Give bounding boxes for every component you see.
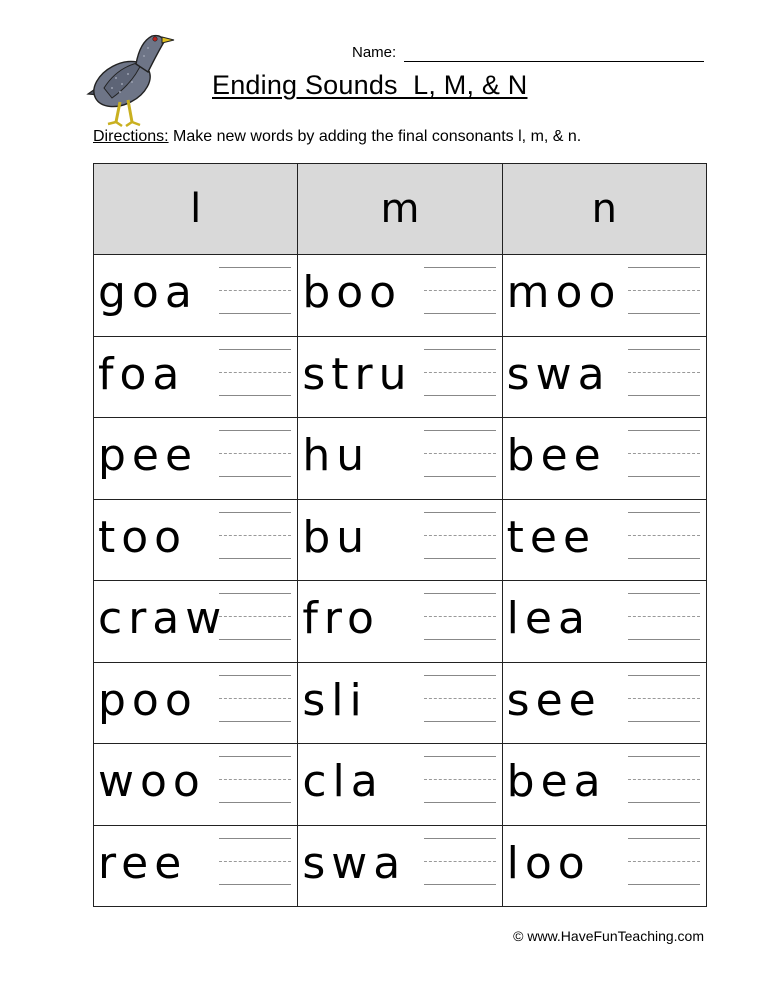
header-row (94, 164, 707, 255)
writing-guide-line (219, 721, 291, 722)
writing-guide-line (219, 290, 291, 291)
page-title: Ending Sounds L, M, & N (212, 70, 528, 100)
writing-guide-line (628, 349, 700, 350)
word-stem: foa (98, 348, 186, 400)
word-stem: sli (302, 674, 368, 726)
word-stem: see (506, 674, 602, 726)
writing-guide-line (424, 802, 496, 803)
writing-guide-line (424, 430, 496, 431)
worksheet-table (93, 163, 707, 907)
writing-guide-line (219, 313, 291, 314)
writing-guide-line (628, 616, 700, 617)
writing-guide-line (219, 430, 291, 431)
writing-guide-line (219, 884, 291, 885)
directions (93, 128, 581, 146)
writing-guide-line (219, 838, 291, 839)
writing-guide-line (424, 639, 496, 640)
writing-guide-line (424, 721, 496, 722)
answer-writing-lines[interactable] (628, 675, 700, 723)
writing-guide-line (219, 453, 291, 454)
writing-guide-line (628, 779, 700, 780)
table-row (94, 336, 707, 418)
word-stem: hu (302, 430, 371, 482)
writing-guide-line (424, 861, 496, 862)
writing-guide-line (628, 639, 700, 640)
table-row (94, 499, 707, 581)
word-cell (502, 418, 706, 500)
writing-guide-line (628, 453, 700, 454)
word-stem: too (98, 511, 188, 563)
copyright-footer: © www.HaveFunTeaching.com (513, 928, 704, 944)
writing-guide-line (219, 698, 291, 699)
writing-guide-line (219, 558, 291, 559)
word-cell (94, 662, 298, 744)
writing-guide-line (424, 535, 496, 536)
writing-guide-line (628, 290, 700, 291)
writing-guide-line (219, 476, 291, 477)
writing-guide-line (424, 675, 496, 676)
answer-writing-lines[interactable] (628, 267, 700, 315)
writing-guide-line (628, 558, 700, 559)
table-row (94, 255, 707, 337)
word-stem: moo (506, 267, 622, 319)
word-cell (94, 336, 298, 418)
answer-writing-lines[interactable] (424, 593, 496, 641)
word-cell (502, 825, 706, 907)
answer-writing-lines[interactable] (628, 512, 700, 560)
writing-guide-line (219, 535, 291, 536)
bird-illustration (82, 22, 178, 132)
answer-writing-lines[interactable] (219, 430, 291, 478)
writing-guide-line (219, 675, 291, 676)
word-cell (94, 499, 298, 581)
writing-guide-line (424, 698, 496, 699)
word-stem: bea (506, 756, 607, 808)
answer-writing-lines[interactable] (219, 512, 291, 560)
word-stem: boo (302, 267, 403, 319)
writing-guide-line (219, 512, 291, 513)
word-stem: lea (506, 593, 591, 645)
writing-guide-line (424, 476, 496, 477)
writing-guide-line (424, 593, 496, 594)
writing-guide-line (628, 430, 700, 431)
table-row (94, 825, 707, 907)
answer-writing-lines[interactable] (219, 267, 291, 315)
writing-guide-line (424, 313, 496, 314)
answer-writing-lines[interactable] (628, 430, 700, 478)
writing-guide-line (628, 884, 700, 885)
writing-guide-line (628, 802, 700, 803)
word-cell (298, 581, 502, 663)
word-cell (502, 581, 706, 663)
writing-guide-line (628, 267, 700, 268)
table-row (94, 418, 707, 500)
writing-guide-line (424, 838, 496, 839)
writing-guide-line (424, 512, 496, 513)
writing-guide-line (424, 756, 496, 757)
answer-writing-lines[interactable] (628, 349, 700, 397)
answer-writing-lines[interactable] (219, 838, 291, 886)
word-cell (502, 336, 706, 418)
answer-writing-lines[interactable] (628, 838, 700, 886)
writing-guide-line (628, 721, 700, 722)
directions-label: Directions: (93, 128, 169, 145)
answer-writing-lines[interactable] (424, 430, 496, 478)
word-cell (94, 581, 298, 663)
word-stem: bee (506, 430, 607, 482)
answer-writing-lines[interactable] (628, 756, 700, 804)
word-cell (502, 255, 706, 337)
word-stem: pee (98, 430, 199, 482)
word-cell (94, 825, 298, 907)
writing-guide-line (219, 616, 291, 617)
answer-writing-lines[interactable] (219, 675, 291, 723)
writing-guide-line (628, 698, 700, 699)
word-cell (298, 418, 502, 500)
name-field[interactable] (352, 44, 396, 61)
writing-guide-line (424, 395, 496, 396)
word-stem: swa (506, 348, 611, 400)
word-stem: loo (506, 837, 591, 889)
word-stem: fro (302, 593, 380, 645)
word-cell (94, 744, 298, 826)
writing-guide-line (628, 861, 700, 862)
word-cell (502, 662, 706, 744)
name-underline (404, 61, 704, 62)
writing-guide-line (628, 838, 700, 839)
answer-writing-lines[interactable] (424, 838, 496, 886)
table-row (94, 662, 707, 744)
writing-guide-line (628, 593, 700, 594)
writing-guide-line (219, 593, 291, 594)
word-cell (502, 499, 706, 581)
word-stem: goa (98, 267, 198, 319)
column-header-m: m (298, 164, 502, 255)
answer-writing-lines[interactable] (219, 349, 291, 397)
word-cell (298, 255, 502, 337)
writing-guide-line (219, 372, 291, 373)
writing-guide-line (219, 802, 291, 803)
word-stem: ree (98, 837, 188, 889)
word-cell (298, 744, 502, 826)
writing-guide-line (424, 558, 496, 559)
writing-guide-line (424, 267, 496, 268)
word-cell (298, 336, 502, 418)
answer-writing-lines[interactable] (628, 593, 700, 641)
writing-guide-line (628, 313, 700, 314)
writing-guide-line (219, 861, 291, 862)
writing-guide-line (219, 756, 291, 757)
writing-guide-line (628, 512, 700, 513)
word-cell (94, 255, 298, 337)
answer-writing-lines[interactable] (424, 675, 496, 723)
writing-guide-line (628, 476, 700, 477)
column-header-l: l (94, 164, 298, 255)
column-header-n: n (502, 164, 706, 255)
writing-guide-line (628, 756, 700, 757)
writing-guide-line (424, 884, 496, 885)
word-cell (298, 825, 502, 907)
table-row (94, 581, 707, 663)
answer-writing-lines[interactable] (424, 267, 496, 315)
writing-guide-line (424, 372, 496, 373)
writing-guide-line (219, 349, 291, 350)
word-cell (298, 499, 502, 581)
writing-guide-line (424, 779, 496, 780)
writing-guide-line (628, 395, 700, 396)
word-stem: tee (506, 511, 597, 563)
answer-writing-lines[interactable] (424, 349, 496, 397)
answer-writing-lines[interactable] (219, 756, 291, 804)
writing-guide-line (219, 267, 291, 268)
word-stem: cla (302, 756, 384, 808)
writing-guide-line (219, 639, 291, 640)
answer-writing-lines[interactable] (219, 593, 291, 641)
word-stem: swa (302, 837, 407, 889)
word-cell (94, 418, 298, 500)
word-stem: poo (98, 674, 198, 726)
word-stem: stru (302, 348, 413, 400)
directions-text: Make new words by adding the final consonants l, m, & n. (168, 128, 582, 145)
writing-guide-line (628, 675, 700, 676)
word-stem: woo (98, 756, 206, 808)
name-label: Name: (352, 44, 397, 61)
table-row (94, 744, 707, 826)
word-stem: craw (98, 593, 228, 645)
writing-guide-line (628, 535, 700, 536)
writing-guide-line (424, 616, 496, 617)
word-stem: bu (302, 511, 371, 563)
writing-guide-line (628, 372, 700, 373)
writing-guide-line (424, 453, 496, 454)
answer-writing-lines[interactable] (424, 756, 496, 804)
writing-guide-line (424, 349, 496, 350)
writing-guide-line (219, 395, 291, 396)
word-cell (298, 662, 502, 744)
word-cell (502, 744, 706, 826)
writing-guide-line (219, 779, 291, 780)
answer-writing-lines[interactable] (424, 512, 496, 560)
writing-guide-line (424, 290, 496, 291)
